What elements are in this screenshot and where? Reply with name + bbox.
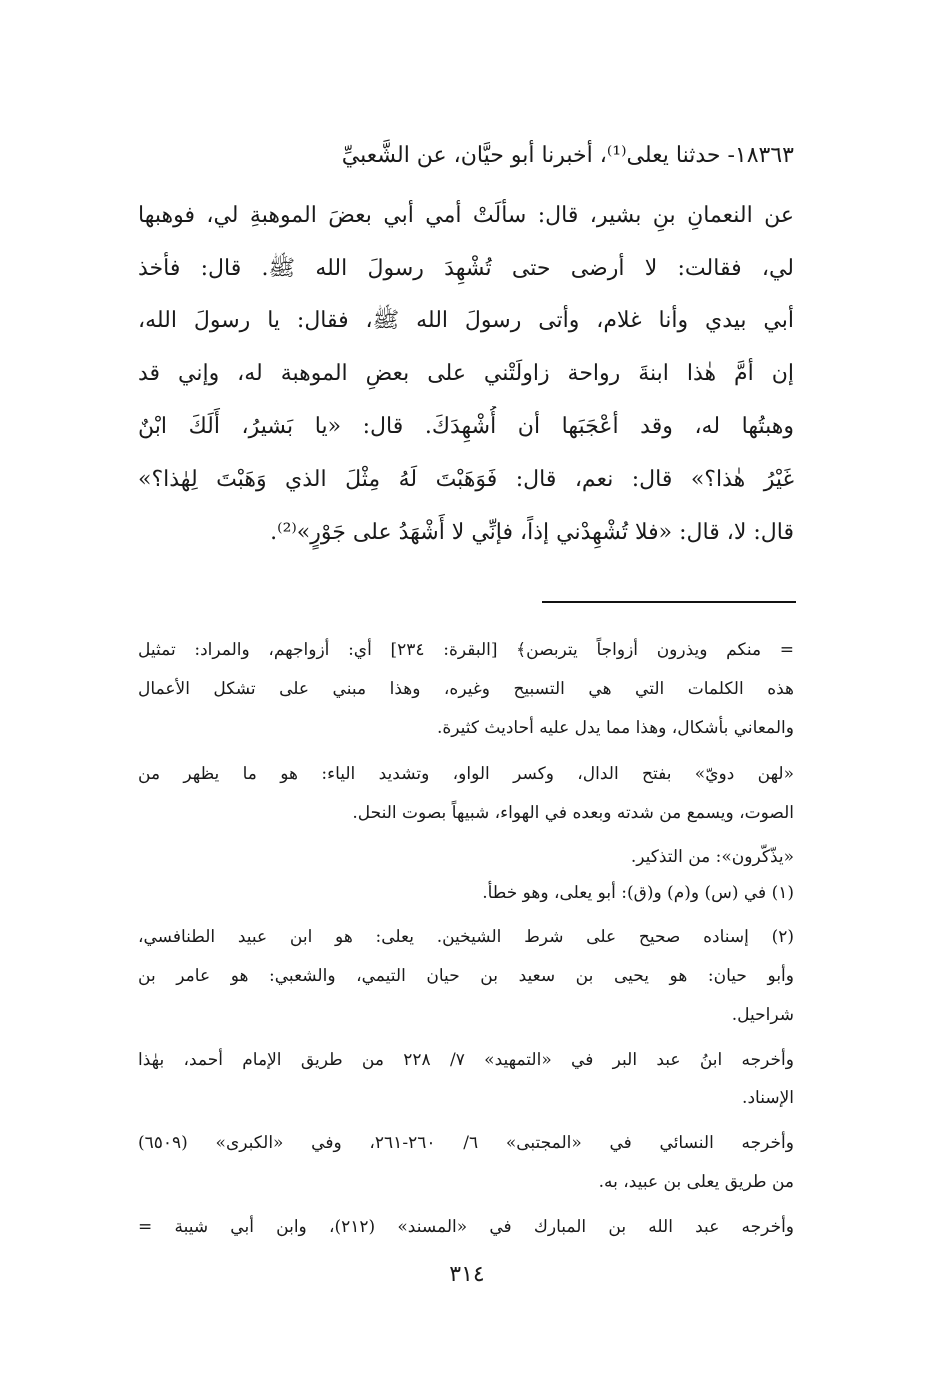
footnote-line: والمعاني بأشكال، وهذا مما يدل عليه أحاديث كثيرة. (436, 718, 794, 738)
footnote-line: وأخرجه عبد الله بن المبارك في «المسند» (٢١٢)، وابن أبي شيبة = (138, 1217, 794, 1237)
hadith-line: لي، فقالت: لا أرضى حتى تُشْهِدَ رسولَ الله ﷺ. قال: فأخذ (138, 256, 794, 281)
hadith-line: غَيْرُ هٰذا؟» قال: نعم، قال: فَوَهَبْتَ لَهُ مِثْلَ الذي وَهَبْتَ لِهٰذا؟» (138, 467, 794, 492)
hadith-line: قال: لا، قال: «فلا تُشْهِدْني إذاً، فإنِّي لا أَشْهَدُ على جَوْرٍ»⁽²⁾. (270, 520, 794, 545)
footnote-line: من طريق يعلى بن عبيد، به. (598, 1172, 794, 1192)
footnote-1: (١) في (س) و(م) و(ق): أبو يعلى، وهو خطأ. (482, 883, 794, 903)
footnote-line: الصوت، ويسمع من شدته وبعده في الهواء، شبيهاً بصوت النحل. (352, 803, 794, 823)
footnote-2: (٢) إسناده صحيح على شرط الشيخين. يعلى: هو ابن عبيد الطنافسي، (138, 927, 794, 947)
footnote-line: الإسناد. (742, 1088, 794, 1108)
footnote-line: وأخرجه النسائي في «المجتبى» ٦/ ٢٦٠-٢٦١، وفي «الكبرى» (٦٥٠٩) (138, 1133, 794, 1153)
hadith-line: إن أمَّ هٰذا ابنةَ رواحة زاولَتْني على بعضِ الموهبة له، وإني قد (138, 361, 794, 386)
hadith-line: أبي بيدي وأنا غلام، وأتى رسولَ الله ﷺ، فقال: يا رسولَ الله، (138, 308, 794, 333)
hadith-heading: ١٨٣٦٣- حدثنا يعلى⁽¹⁾، أخبرنا أبو حيَّان، عن الشَّعبيِّ (341, 143, 794, 168)
footnote-line: = منكم ويذرون أزواجاً يتربصن﴾ [البقرة: ٢٣٤] أي: أزواجهم، والمراد: تمثيل (138, 640, 794, 660)
footnote-line: هذه الكلمات التي هي التسبيح وغيره، وهذا مبني على تشكل الأعمال (138, 679, 794, 699)
footnote-line: «لهن دويّ» بفتح الدال، وكسر الواو، وتشديد الياء: هو ما يظهر من (138, 764, 794, 784)
footnote-line: وأبو حيان: هو يحيى بن سعيد بن حيان التيمي، والشعبي: هو عامر بن (138, 966, 794, 986)
hadith-line: عن النعمانِ بنِ بشير، قال: سألَتْ أمي أبي بعضَ الموهبةِ لي، فوهبها (138, 203, 794, 228)
footnote-separator (542, 601, 796, 603)
page-number: ٣١٤ (449, 1262, 485, 1287)
footnote-line: «يذّكّرون»: من التذكير. (630, 847, 794, 867)
footnote-line: وأخرجه ابنُ عبد البر في «التمهيد» ٧/ ٢٢٨ من طريق الإمام أحمد، بهٰذا (138, 1050, 794, 1070)
hadith-line: وهبتُها له، وقد أعْجَبَها أن أُشْهِدَكَ. قال: «يا بَشيرُ، أَلَكَ ابْنٌ (138, 414, 794, 439)
footnote-line: شراحيل. (731, 1005, 794, 1025)
